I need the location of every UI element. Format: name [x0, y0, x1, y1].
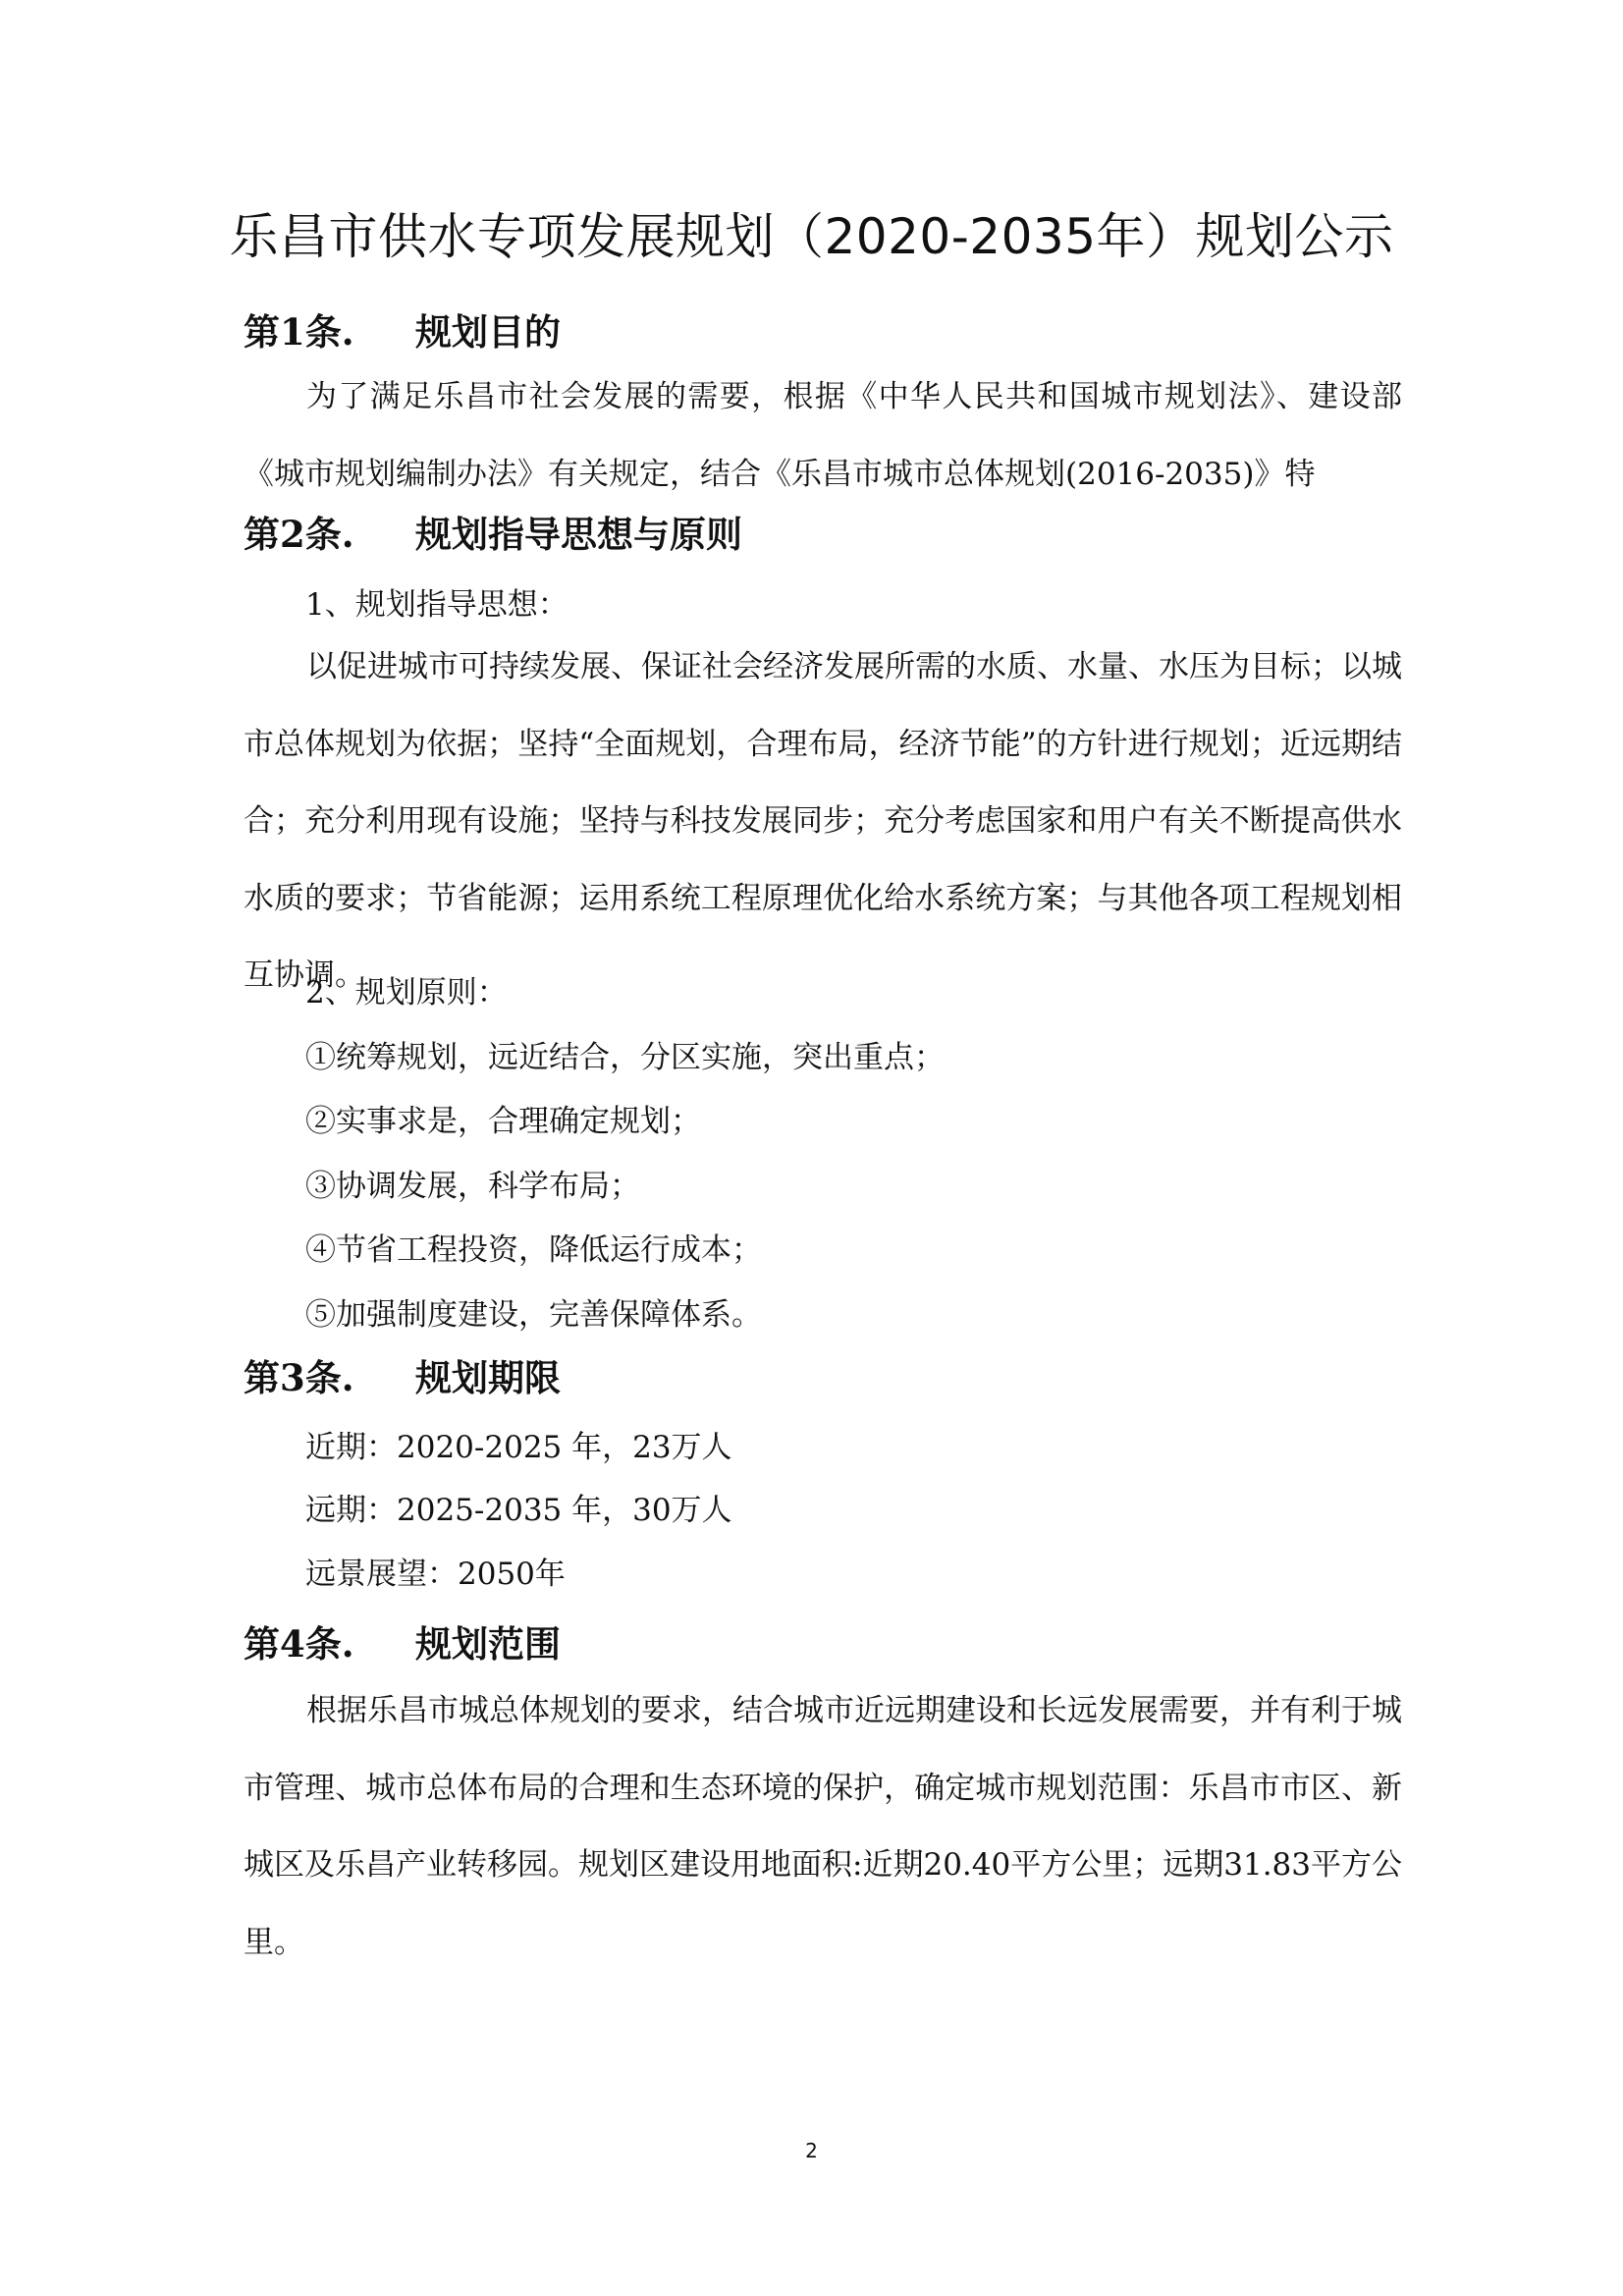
page-number: 2 [805, 2139, 818, 2162]
article-3-title: 规划期限 [415, 1356, 561, 1399]
article-4-heading [243, 1616, 561, 1671]
article-2-number: 第2条. [243, 513, 354, 556]
principle-3: ③协调发展，科学布局； [305, 1169, 640, 1204]
article-2-subhead-1: 1、规划指导思想： [305, 587, 568, 623]
article-2-title: 规划指导思想与原则 [415, 513, 742, 556]
term-near: 近期：2020-2025 年，23万人 [305, 1430, 732, 1465]
article-2-paragraph: 以促进城市可持续发展、保证社会经济发展所需的水质、水量、水压为目标；以城市总体规划为依据；坚持“全面规划，合理布局，经济节能”的方针进行规划；近远期结合；充分利用现有设施；坚持与科技发展同步；充分考虑国家和用户有关不断提高供水水质的要求；节省能源；运用系统工程原理优化给水系统方案；与其他各项工程规划相互协调。 [243, 649, 1402, 993]
article-4-body [243, 1672, 1402, 1981]
principle-4: ④节省工程投资，降低运行成本； [305, 1232, 762, 1268]
principle-1: ①统筹规划，远近结合，分区实施，突出重点； [305, 1040, 945, 1075]
article-1-paragraph: 为了满足乐昌市社会发展的需要，根据《中华人民共和国城市规划法》、建设部《城市规划编制办法》有关规定，结合《乐昌市城市总体规划(2016-2035)》特 [243, 379, 1402, 492]
article-1-title: 规划目的 [415, 310, 561, 354]
article-3-heading [243, 1350, 561, 1405]
article-1-number: 第1条. [243, 310, 354, 354]
article-2-body [243, 629, 1402, 1014]
article-4-number: 第4条. [243, 1622, 354, 1666]
term-far: 远期：2025-2035 年，30万人 [305, 1493, 732, 1528]
article-4-title: 规划范围 [415, 1622, 561, 1666]
principle-5: ⑤加强制度建设，完善保障体系。 [305, 1297, 762, 1333]
article-2-subhead-2: 2、规划原则： [305, 975, 508, 1011]
article-3-number: 第3条. [243, 1356, 354, 1399]
article-1-heading [243, 304, 561, 359]
principle-2: ②实事求是，合理确定规划； [305, 1104, 701, 1139]
page-title: 乐昌市供水专项发展规划（2020-2035年）规划公示 [229, 208, 1394, 265]
article-2-heading [243, 507, 742, 562]
term-vision: 远景展望：2050年 [305, 1557, 566, 1592]
article-4-paragraph: 根据乐昌市城总体规划的要求，结合城市近远期建设和长远发展需要，并有利于城市管理、城市总体布局的合理和生态环境的保护，确定城市规划范围：乐昌市市区、新城区及乐昌产业转移园。规划区建设用地面积:近期20.40平方公里；远期31.83平方公里。 [243, 1693, 1402, 1960]
article-1-body [243, 358, 1402, 513]
